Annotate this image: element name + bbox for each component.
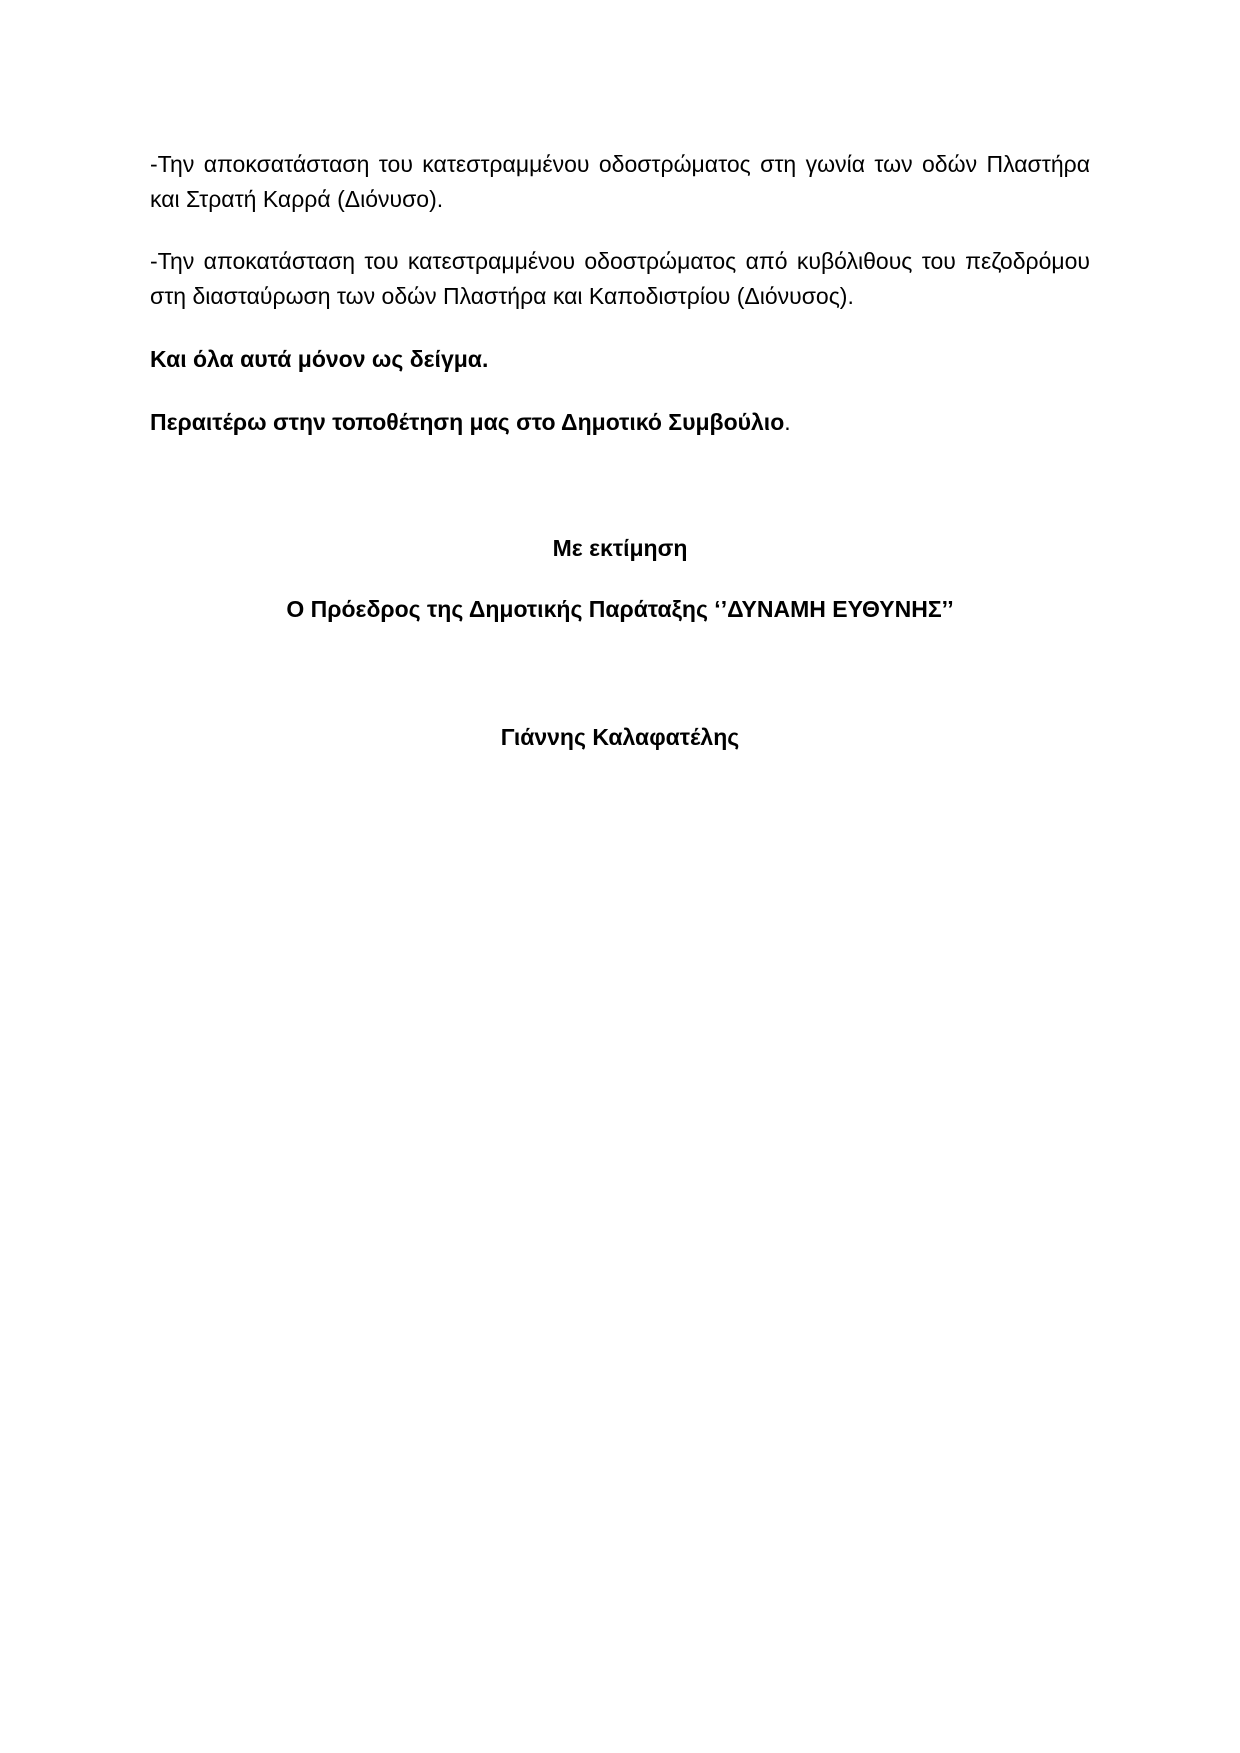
further-note-period: . [784,409,791,435]
bold-note: Και όλα αυτά μόνον ως δείγμα. [150,346,489,372]
further-note [150,405,1090,440]
paragraph-road-repair-crossing: -Την αποκατάσταση του κατεστραμμένου οδοστρώματος από κυβόλιθους του πεζοδρόμου στη διασταύρωση των οδών Πλαστήρα και Καποδιστρίου (Διόνυσος). [150,248,1090,309]
further-note-text: Περαιτέρω στην τοποθέτηση μας στο Δημοτικό Συμβούλιο [150,409,785,435]
paragraph-road-repair-corner: -Την αποκσατάσταση του κατεστραμμένου οδοστρώματος στη γωνία των οδών Πλαστήρα και Στρατή Καρρά (Διόνυσο). [150,151,1090,212]
signatory-name: Γιάννης Καλαφατέλης [500,724,740,750]
signatory-title: Ο Πρόεδρος της Δημοτικής Παράταξης ‘’ΔΥΝΑΜΗ ΕΥΘΥΝΗΣ’’ [286,596,954,622]
closing-salutation: Με εκτίμηση [552,535,688,561]
